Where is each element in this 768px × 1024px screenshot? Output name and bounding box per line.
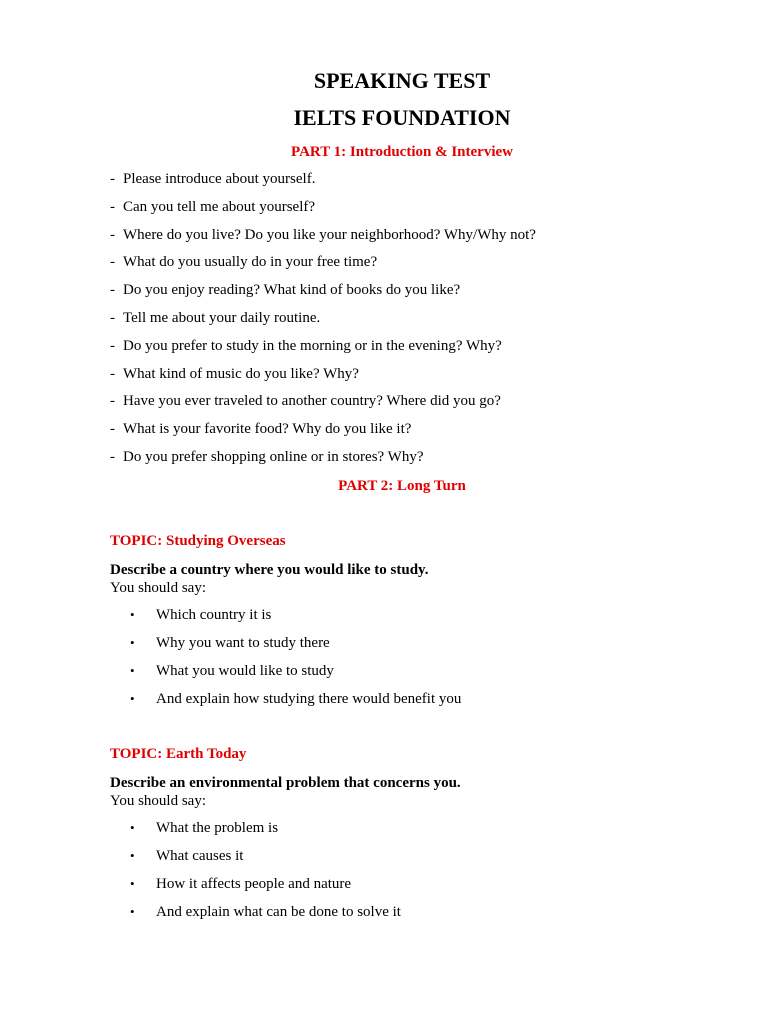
dash-bullet: - <box>110 171 115 187</box>
bullet-dot-icon: • <box>130 904 135 919</box>
question-text: Have you ever traveled to another country? Where did you go? <box>123 393 501 410</box>
topic-title: TOPIC: Studying Overseas <box>110 533 286 549</box>
part1-question-list <box>110 170 536 476</box>
dash-bullet: - <box>110 282 115 299</box>
document-title: SPEAKING TEST <box>313 68 491 93</box>
cue-description: Describe a country where you would like to study. <box>110 562 429 578</box>
dash-bullet: - <box>110 448 115 465</box>
question-text: Where do you live? Do you like your neighborhood? Why/Why not? <box>123 226 536 243</box>
list-item <box>110 170 536 198</box>
list-item <box>130 875 401 903</box>
cue-points-list <box>130 819 401 931</box>
list-item <box>110 198 536 226</box>
point-text: What causes it <box>156 848 244 864</box>
cue-prompt: You should say: <box>110 580 206 596</box>
list-item <box>110 448 536 476</box>
cue-description: Describe an environmental problem that concerns you. <box>110 775 461 791</box>
point-text: And explain how studying there would benefit you <box>156 691 462 707</box>
dash-bullet: - <box>110 226 115 243</box>
bullet-dot-icon: • <box>130 663 135 678</box>
question-text: Please introduce about yourself. <box>123 171 316 187</box>
point-text: What you would like to study <box>156 663 334 679</box>
dash-bullet: - <box>110 254 115 271</box>
cue-prompt: You should say: <box>110 793 206 809</box>
list-item <box>110 226 536 254</box>
question-text: Do you prefer to study in the morning or in the evening? Why? <box>123 337 502 354</box>
point-text: Which country it is <box>156 607 272 623</box>
dash-bullet: - <box>110 309 115 326</box>
bullet-dot-icon: • <box>130 691 135 706</box>
question-text: Do you prefer shopping online or in stores? Why? <box>123 448 424 465</box>
list-item <box>130 819 401 847</box>
dash-bullet: - <box>110 421 115 438</box>
list-item <box>130 662 461 690</box>
list-item <box>110 253 536 281</box>
document-subtitle: IELTS FOUNDATION <box>293 105 511 130</box>
cue-card <box>110 561 428 597</box>
point-text: What the problem is <box>156 820 279 836</box>
list-item <box>110 392 536 420</box>
question-text: Can you tell me about yourself? <box>123 198 316 215</box>
list-item <box>110 309 536 337</box>
point-text: How it affects people and nature <box>156 876 352 892</box>
part2-heading: PART 2: Long Turn <box>338 478 466 494</box>
question-text: What do you usually do in your free time? <box>123 254 378 271</box>
list-item <box>130 903 401 931</box>
question-text: Do you enjoy reading? What kind of books do you like? <box>123 282 461 299</box>
list-item <box>110 337 536 365</box>
bullet-dot-icon: • <box>130 876 135 891</box>
bullet-dot-icon: • <box>130 848 135 863</box>
cue-card <box>110 774 461 810</box>
list-item <box>130 634 461 662</box>
bullet-dot-icon: • <box>130 820 135 835</box>
topic-title: TOPIC: Earth Today <box>110 746 247 762</box>
list-item <box>130 606 461 634</box>
part1-heading: PART 1: Introduction & Interview <box>291 144 513 160</box>
dash-bullet: - <box>110 198 115 215</box>
list-item <box>130 847 401 875</box>
dash-bullet: - <box>110 337 115 354</box>
bullet-dot-icon: • <box>130 607 135 622</box>
dash-bullet: - <box>110 365 115 382</box>
dash-bullet: - <box>110 393 115 410</box>
question-text: What kind of music do you like? Why? <box>123 365 359 382</box>
point-text: And explain what can be done to solve it <box>156 904 401 920</box>
cue-points-list <box>130 606 461 718</box>
list-item <box>130 690 461 718</box>
question-text: What is your favorite food? Why do you like it? <box>123 421 412 438</box>
list-item <box>110 281 536 309</box>
point-text: Why you want to study there <box>156 635 330 651</box>
list-item <box>110 420 536 448</box>
list-item <box>110 365 536 393</box>
bullet-dot-icon: • <box>130 635 135 650</box>
question-text: Tell me about your daily routine. <box>123 309 321 326</box>
